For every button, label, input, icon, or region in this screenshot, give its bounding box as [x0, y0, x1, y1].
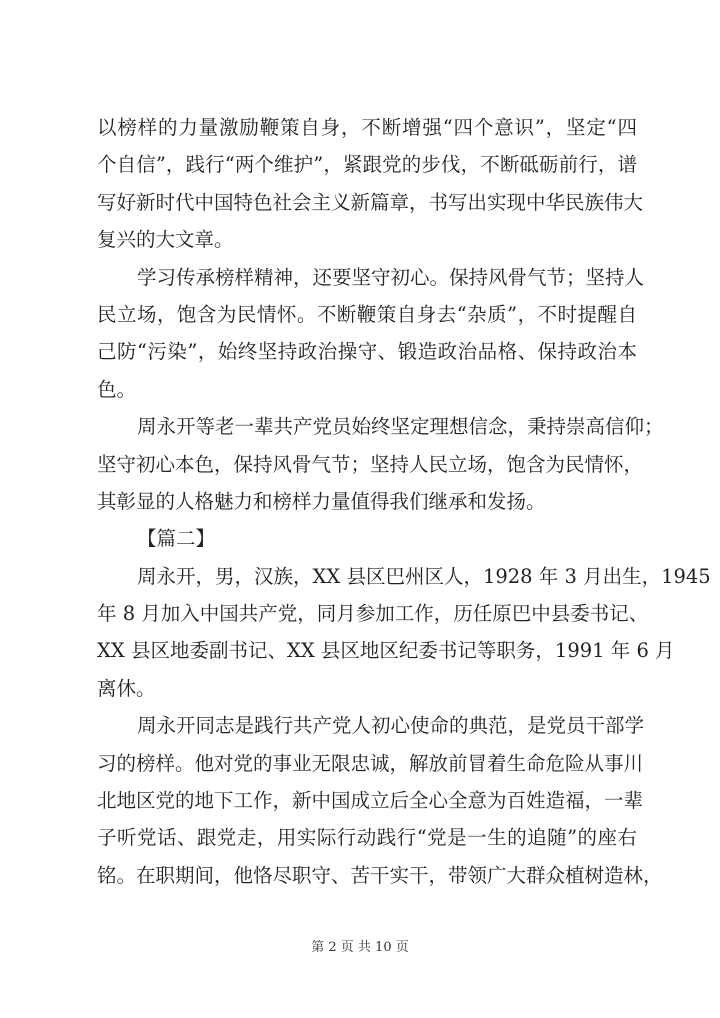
text-line: 其彰显的人格魅力和榜样力量值得我们继承和发扬。	[97, 489, 546, 513]
text-line: 年 8 月加入中国共产党，同月参加工作，历任原巴中县委书记、	[97, 602, 649, 626]
text-line: 铭。在职期间，他恪尽职守、苦干实干，带领广大群众植树造林，	[97, 863, 663, 887]
text-line: XX 县区地委副书记、XX 县区地区纪委书记等职务，1991 年 6 月	[97, 639, 675, 663]
page-footer: 第 2 页 共 10 页	[311, 940, 409, 955]
text-line: 【篇二】	[137, 527, 216, 551]
text-line: 离休。	[97, 676, 156, 700]
text-line: 习的榜样。他对党的事业无限忠诚，解放前冒着生命危险从事川	[97, 751, 644, 775]
text-line: 周永开等老一辈共产党员始终坚定理想信念，秉持崇高信仰；	[137, 415, 664, 439]
text-line: 己防“污染”，始终坚持政治操守、锻造政治品格、保持政治本	[97, 340, 637, 364]
text-line: 子听党话、跟党走，用实际行动践行“党是一生的追随”的座右	[97, 826, 637, 850]
document-body	[97, 109, 711, 894]
text-line: 周永开，男，汉族，XX 县区巴州区人，1928 年 3 月出生，1945	[137, 564, 711, 588]
text-line: 民立场，饱含为民情怀。不断鞭策自身去“杂质”，不时提醒自	[97, 302, 637, 326]
text-line: 色。	[97, 377, 137, 401]
text-line: 北地区党的地下工作，新中国成立后全心全意为百姓造福，一辈	[97, 789, 644, 813]
text-line: 以榜样的力量激励鞭策自身，不断增强“四个意识”，坚定“四	[97, 116, 637, 139]
text-line: 个自信”，践行“两个维护”，紧跟党的步伐，不断砥砺前行，谱	[97, 153, 637, 177]
text-line: 学习传承榜样精神，还要坚守初心。保持风骨气节；坚持人	[137, 265, 645, 289]
text-line: 坚守初心本色，保持风骨气节；坚持人民立场，饱含为民情怀，	[97, 452, 644, 476]
text-line: 写好新时代中国特色社会主义新篇章，书写出实现中华民族伟大	[97, 190, 644, 214]
text-line: 复兴的大文章。	[97, 228, 234, 252]
text-line: 周永开同志是践行共产党人初心使命的典范，是党员干部学	[137, 714, 645, 738]
